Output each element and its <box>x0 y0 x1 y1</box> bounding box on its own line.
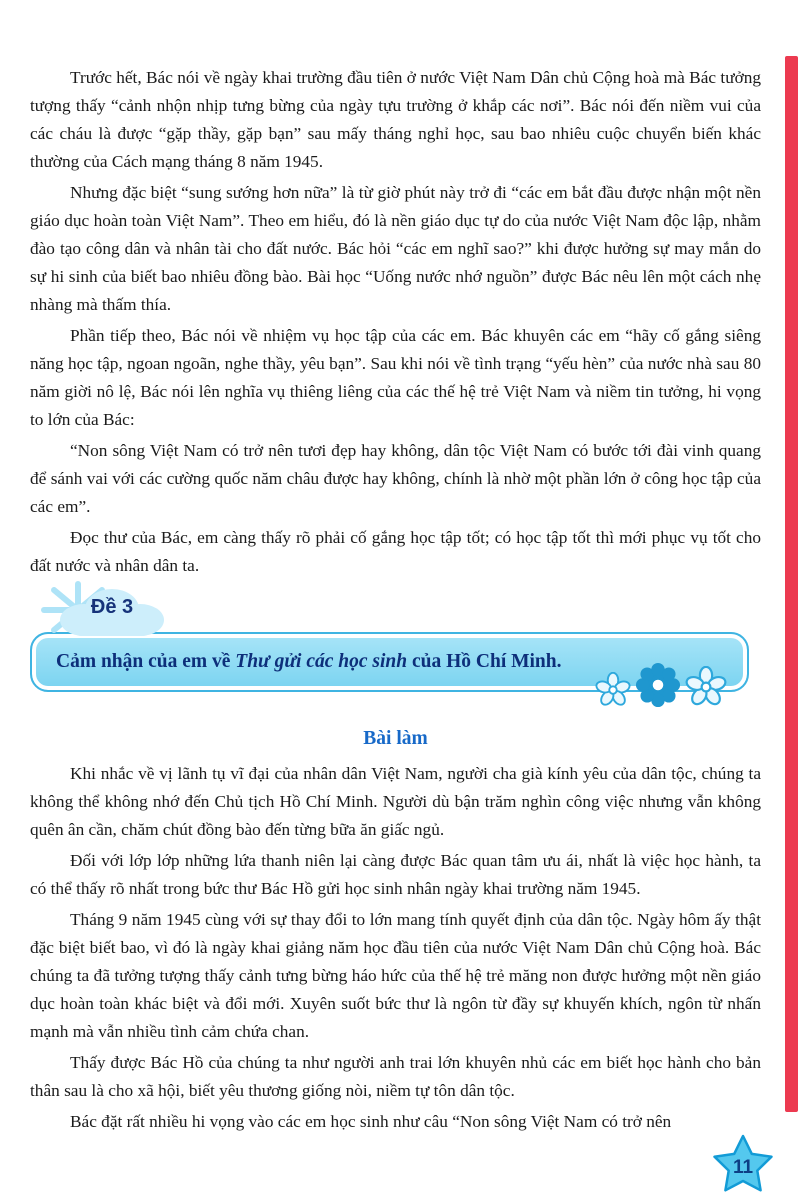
paragraph: Bác đặt rất nhiều hi vọng vào các em học sinh như câu “Non sông Việt Nam có trở nên <box>70 1112 672 1131</box>
prompt-prefix: Cảm nhận của em về <box>56 651 236 672</box>
essay-heading: Bài làm <box>363 728 428 749</box>
paragraph: Đọc thư của Bác, em càng thấy rõ phải cố gắng học tập tốt; có học tập tốt thì mới phục vụ tốt cho đất nước và nhân dân ta. <box>30 528 761 575</box>
star-badge-icon <box>711 1132 775 1196</box>
paragraph: Nhưng đặc biệt “sung sướng hơn nữa” là từ giờ phút này trở đi “các em bắt đầu được nhận một nền giáo dục hoàn toàn Việt Nam”. Theo em hiểu, đó là nền giáo dục tự do của nước Việt Nam độc lập, nhằm đào tạo công dân và nhân tài cho đất nước. Bác hỏi “các em nghĩ sao?” khi được hưởng sự may mắn do sự hi sinh của biết bao nhiêu đồng bào. Bài học “Uống nước nhớ nguồn” được Bác nêu lên một cách nhẹ nhàng mà thấm thía. <box>30 183 761 314</box>
paragraph: Đối với lớp lớp những lứa thanh niên lại càng được Bác quan tâm ưu ái, nhất là việc học hành, ta có thể thấy rõ nhất trong bức thư Bác Hồ gửi học sinh nhân ngày khai trường năm 1945. <box>30 851 761 898</box>
prompt-work-title: Thư gửi các học sinh <box>235 651 408 672</box>
prompt-suffix: của Hồ Chí Minh. <box>407 651 562 672</box>
paragraph: Khi nhắc về vị lãnh tụ vĩ đại của nhân dân Việt Nam, người cha già kính yêu của dân tộc, chúng ta không thể không nhớ đến Chủ tịch Hồ Chí Minh. Người dù bận trăm nghìn công việc nhưng vẫn không quên ân cần, chăm chút đồng bào đến từng bữa ăn giấc ngủ. <box>30 764 761 839</box>
paragraph: “Non sông Việt Nam có trở nên tươi đẹp hay không, dân tộc Việt Nam có bước tới đài vinh quang để sánh vai với các cường quốc năm châu được hay không, chính là nhờ một phần lớn ở công học tập của các em”. <box>30 441 761 516</box>
paragraph: Phần tiếp theo, Bác nói về nhiệm vụ học tập của các em. Bác khuyên các em “hãy cố gắng siêng năng học tập, ngoan ngoãn, nghe thầy, yêu bạn”. Sau khi nói về tình trạng “yếu hèn” của nước nhà sau 80 năm giời nô lệ, Bác nói lên nghĩa vụ thiêng liêng của các thế hệ trẻ Việt Nam và niềm tin tưởng, hi vọng to lớn của Bác: <box>30 326 761 429</box>
exercise-number-label: Đề 3 <box>90 596 134 618</box>
exercise-number-badge <box>52 582 172 642</box>
paragraph: Thấy được Bác Hồ của chúng ta như người anh trai lớn khuyên nhủ các em biết học hành cho bản thân sau là cho xã hội, biết yêu thương giống nòi, niềm tự tôn dân tộc. <box>30 1053 761 1100</box>
flower-outline-icon <box>685 666 727 708</box>
exercise-header-section <box>30 590 761 708</box>
flower-solid-icon <box>635 662 681 708</box>
essay-prompt-text <box>56 651 562 673</box>
page-number: 11 <box>732 1157 754 1178</box>
flower-outline-icon <box>595 672 631 708</box>
paragraph: Tháng 9 năm 1945 cùng với sự thay đổi to lớn mang tính quyết định của dân tộc. Ngày hôm ấy thật đặc biệt biết bao, vì đó là ngày khai giảng năm học đầu tiên của nước Việt Nam Dân chủ Cộng hoà. Bác chúng ta đã tưởng tượng thấy cảnh tưng bừng háo hức của thế hệ trẻ măng non được hưởng một nền giáo dục hoàn toàn khác biệt và đổi mới. Xuyên suốt bức thư là ngôn từ đầy sự khuyến khích, ngôn từ nhấn mạnh mà vẫn nhiều tình cảm chứa chan. <box>30 910 761 1041</box>
paragraph: Trước hết, Bác nói về ngày khai trường đầu tiên ở nước Việt Nam Dân chủ Cộng hoà mà Bác tưởng tượng thấy “cảnh nhộn nhịp tưng bừng của ngày tựu trường ở khắp các nơi”. Bác nói đến niềm vui của các cháu là được “gặp thầy, gặp bạn” sau mấy tháng nghỉ học, sau bao nhiêu cuộc chuyển biến khác thường của Cách mạng tháng 8 năm 1945. <box>30 68 761 171</box>
flower-decorations <box>595 662 727 708</box>
